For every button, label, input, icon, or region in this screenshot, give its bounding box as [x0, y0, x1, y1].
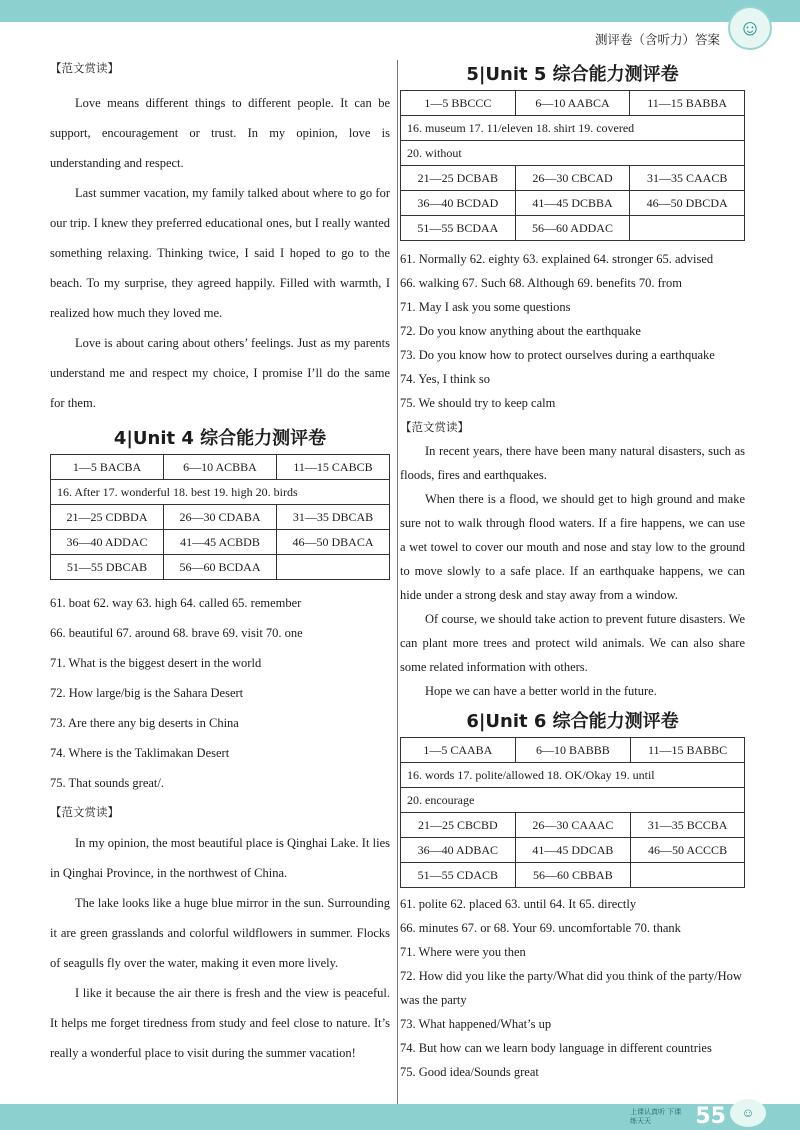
- answer-cell: 16. After 17. wonderful 18. best 19. high 20. birds: [51, 480, 390, 505]
- unit5-title: 5|Unit 5 综合能力测评卷: [466, 64, 679, 85]
- answer-cell: 46—50 DBCDA: [630, 191, 745, 216]
- answer-cell: 16. words 17. polite/allowed 18. OK/Okay 19. until: [401, 763, 745, 788]
- answer-cell: 36—40 ADBAC: [401, 838, 516, 863]
- answer-cell: 46—50 DBACA: [277, 530, 390, 555]
- mascot-icon: ☺: [730, 1099, 766, 1127]
- answer-cell: 56—60 CBBAB: [515, 863, 630, 888]
- essay-paragraph: In recent years, there have been many natural disasters, such as floods, fires and earthquakes.: [400, 444, 745, 482]
- page-number: 55: [695, 1104, 726, 1129]
- answer-cell: [277, 555, 390, 580]
- answer-cell: 31—35 BCCBA: [631, 813, 745, 838]
- question-answer: 72. How large/big is the Sahara Desert: [50, 686, 244, 700]
- fill-answers: 66. beautiful 67. around 68. brave 69. visit 70. one: [50, 626, 303, 640]
- essay-tag: 【范文赏读】: [50, 805, 119, 819]
- answer-cell: 6—10 ACBBA: [164, 455, 277, 480]
- essay-paragraph: In my opinion, the most beautiful place is Qinghai Lake. It lies in Qinghai Province, in the northwest of China.: [50, 836, 390, 880]
- answer-cell: 41—45 ACBDB: [164, 530, 277, 555]
- answer-cell: 26—30 CDABA: [164, 505, 277, 530]
- fill-answers: 61. Normally 62. eighty 63. explained 64. stronger 65. advised: [400, 252, 714, 266]
- unit4-title: 4|Unit 4 综合能力测评卷: [113, 428, 327, 449]
- unit6-title: 6|Unit 6 综合能力测评卷: [466, 711, 679, 732]
- question-answer: 73. Are there any big deserts in China: [50, 716, 239, 730]
- question-answer: 73. Do you know how to protect ourselves during a earthquake: [400, 348, 715, 362]
- answer-cell: 6—10 AABCA: [515, 91, 630, 116]
- unit6-answer-table: [400, 737, 745, 888]
- answer-cell: 11—15 CABCB: [277, 455, 390, 480]
- answer-cell: 31—35 CAACB: [630, 166, 745, 191]
- answer-cell: 41—45 DDCAB: [515, 838, 630, 863]
- essay-tag: 【范文赏读】: [50, 61, 119, 75]
- fill-answers: 66. minutes 67. or 68. Your 69. uncomfortable 70. thank: [400, 921, 681, 935]
- answer-cell: 1—5 CAABA: [401, 738, 516, 763]
- answer-cell: 11—15 BABBC: [631, 738, 745, 763]
- answer-cell: 1—5 BBCCC: [401, 91, 516, 116]
- question-answer: 74. Where is the Taklimakan Desert: [50, 746, 230, 760]
- answer-cell: 51—55 BCDAA: [401, 216, 516, 241]
- essay-paragraph: Hope we can have a better world in the future.: [425, 684, 657, 698]
- right-column: [400, 60, 745, 1084]
- essay-tag: 【范文赏读】: [400, 420, 469, 434]
- unit5-answer-table: [400, 90, 745, 241]
- answer-cell: 46—50 ACCCB: [631, 838, 745, 863]
- question-answer: 72. How did you like the party/What did you think of the party/How was the party: [400, 969, 742, 1007]
- answer-cell: 21—25 CDBDA: [51, 505, 164, 530]
- answer-cell: 36—40 ADDAC: [51, 530, 164, 555]
- essay-paragraph: Of course, we should take action to prevent future disasters. We can plant more trees and protect wild animals. We can also share some related information with others.: [400, 612, 745, 674]
- answer-cell: 26—30 CAAAC: [515, 813, 630, 838]
- answer-cell: 51—55 CDACB: [401, 863, 516, 888]
- question-answer: 75. That sounds great/.: [50, 776, 164, 790]
- answer-cell: 56—60 ADDAC: [515, 216, 630, 241]
- unit4-answer-table: [50, 454, 390, 580]
- question-answer: 74. Yes, I think so: [400, 372, 490, 386]
- answer-cell: 20. without: [401, 141, 745, 166]
- answer-cell: 20. encourage: [401, 788, 745, 813]
- answer-cell: 56—60 BCDAA: [164, 555, 277, 580]
- footer-note: 上课认真听 下课练天天: [630, 1108, 682, 1125]
- answer-cell: 6—10 BABBB: [515, 738, 630, 763]
- top-banner: [0, 0, 800, 22]
- fill-answers: 66. walking 67. Such 68. Although 69. benefits 70. from: [400, 276, 682, 290]
- essay-paragraph: When there is a flood, we should get to high ground and make sure not to walk through flood waters. If a fire happens, we can use a wet towel to cover our mouth and nose and stay low to the ground to move slowly to a safe place. If an earthquake happens, we can hide under a strong desk and stay away from a window.: [400, 492, 745, 602]
- question-answer: 71. What is the biggest desert in the world: [50, 656, 262, 670]
- header-label: 测评卷（含听力）答案: [594, 32, 720, 47]
- question-answer: 72. Do you know anything about the earthquake: [400, 324, 641, 338]
- answer-cell: 41—45 DCBBA: [515, 191, 630, 216]
- question-answer: 74. But how can we learn body language in different countries: [400, 1041, 712, 1055]
- answer-cell: [630, 216, 745, 241]
- question-answer: 71. May I ask you some questions: [400, 300, 571, 314]
- essay-paragraph: Love is about caring about others’ feelings. Just as my parents understand me and respect my choice, I promise I’ll do the same for them.: [50, 336, 390, 410]
- answer-cell: 36—40 BCDAD: [401, 191, 516, 216]
- answer-cell: [631, 863, 745, 888]
- answer-cell: 21—25 CBCBD: [401, 813, 516, 838]
- answer-cell: 51—55 DBCAB: [51, 555, 164, 580]
- left-column: [50, 60, 390, 1068]
- question-answer: 75. We should try to keep calm: [400, 396, 556, 410]
- answer-cell: 26—30 CBCAD: [515, 166, 630, 191]
- answer-cell: 1—5 BACBA: [51, 455, 164, 480]
- answer-cell: 31—35 DBCAB: [277, 505, 390, 530]
- mascot-icon: ☺: [728, 6, 772, 50]
- essay-paragraph: I like it because the air there is fresh and the view is peaceful. It helps me forget tiredness from study and feel close to nature. It’s really a wonderful place to visit during the summer vacation!: [50, 986, 390, 1060]
- answer-cell: 21—25 DCBAB: [401, 166, 516, 191]
- question-answer: 75. Good idea/Sounds great: [400, 1065, 539, 1079]
- answer-cell: 11—15 BABBA: [630, 91, 745, 116]
- column-divider: [397, 60, 398, 1110]
- question-answer: 71. Where were you then: [400, 945, 526, 959]
- question-answer: 73. What happened/What’s up: [400, 1017, 552, 1031]
- fill-answers: 61. boat 62. way 63. high 64. called 65. remember: [50, 596, 302, 610]
- answer-cell: 16. museum 17. 11/eleven 18. shirt 19. covered: [401, 116, 745, 141]
- essay-paragraph: Love means different things to different people. It can be support, encouragement or trust. In my opinion, love is understanding and respect.: [50, 96, 390, 170]
- essay-paragraph: Last summer vacation, my family talked about where to go for our trip. I knew they preferred educational ones, but I really wanted something relaxing. Thinking twice, I said I hoped to go to the beach. To my surprise, they agreed happily. Filled with warmth, I realized how much they loved me.: [50, 186, 390, 320]
- essay-paragraph: The lake looks like a huge blue mirror in the sun. Surrounding it are green grasslands and colorful wildflowers in summer. Flocks of seagulls fly over the water, making it even more lively.: [50, 896, 390, 970]
- fill-answers: 61. polite 62. placed 63. until 64. It 65. directly: [400, 897, 637, 911]
